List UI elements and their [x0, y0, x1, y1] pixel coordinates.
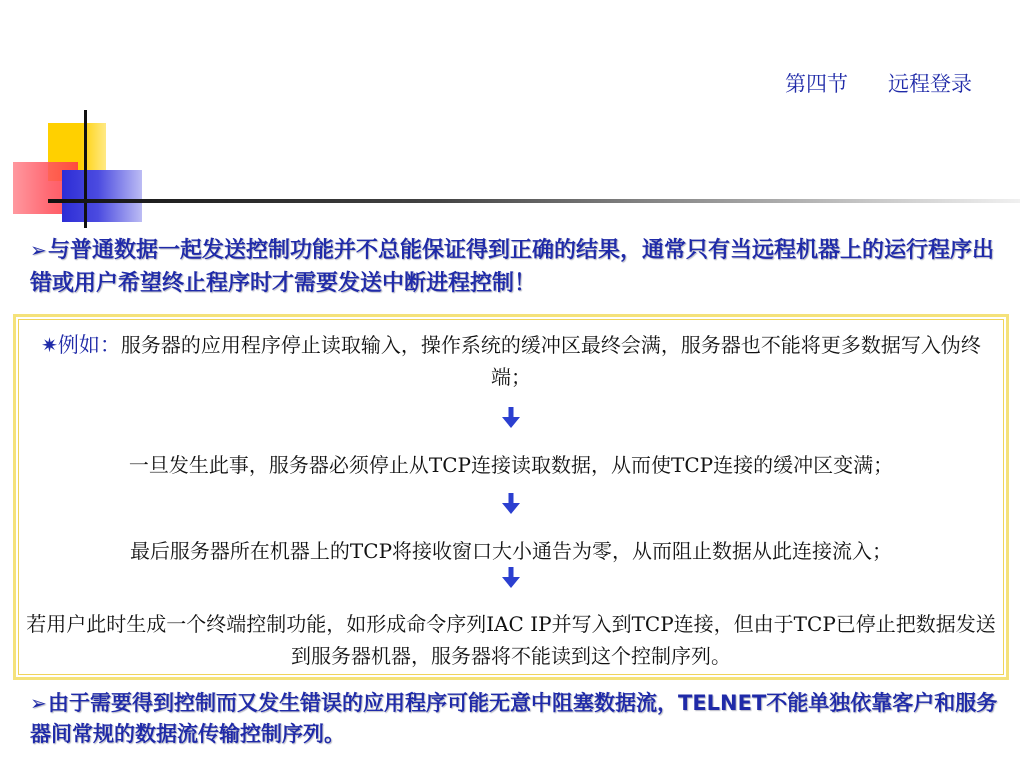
vertical-rule: [84, 110, 87, 228]
example-step-2: 一旦发生此事，服务器必须停止从TCP连接读取数据，从而使TCP连接的缓冲区变满；: [128, 453, 894, 477]
example-label: 例如：: [57, 333, 121, 357]
section-number: 第四节: [785, 72, 848, 96]
slide-header: [785, 68, 972, 98]
horizontal-rule: [48, 199, 1020, 203]
star-bullet-icon: ✷: [41, 333, 58, 357]
intro-text: 与普通数据一起发送控制功能并不总能保证得到正确的结果，通常只有当远程机器上的运行程序出错或用户希望终止程序时才需要发送中断进程控制！: [30, 238, 995, 296]
example-step-1-text: 服务器的应用程序停止读取输入，操作系统的缓冲区最终会满，服务器也不能将更多数据写入伪终端；: [120, 333, 981, 389]
blue-square-decoration: [62, 170, 142, 222]
example-step-4: 若用户此时生成一个终端控制功能，如形成命令序列IAC IP并写入到TCP连接，但由于TCP已停止把数据发送到服务器机器，服务器将不能读到这个控制序列。: [26, 612, 996, 668]
example-box: [13, 314, 1009, 680]
conclusion-text: 由于需要得到控制而又发生错误的应用程序可能无意中阻塞数据流，TELNET不能单独依靠客户和服务器间常规的数据流传输控制序列。: [30, 691, 998, 746]
example-step-3: 最后服务器所在机器上的TCP将接收窗口大小通告为零，从而阻止数据从此连接流入；: [129, 539, 893, 563]
down-arrow-icon: [501, 567, 521, 589]
down-arrow-icon: [501, 493, 521, 515]
example-step-1: [26, 329, 996, 393]
intro-paragraph: [30, 234, 1005, 300]
conclusion-paragraph: [30, 688, 1005, 750]
arrow-bullet-icon: ➢: [30, 691, 47, 715]
arrow-bullet-icon: ➢: [30, 238, 47, 262]
down-arrow-icon: [501, 407, 521, 429]
section-topic: 远程登录: [888, 72, 972, 96]
